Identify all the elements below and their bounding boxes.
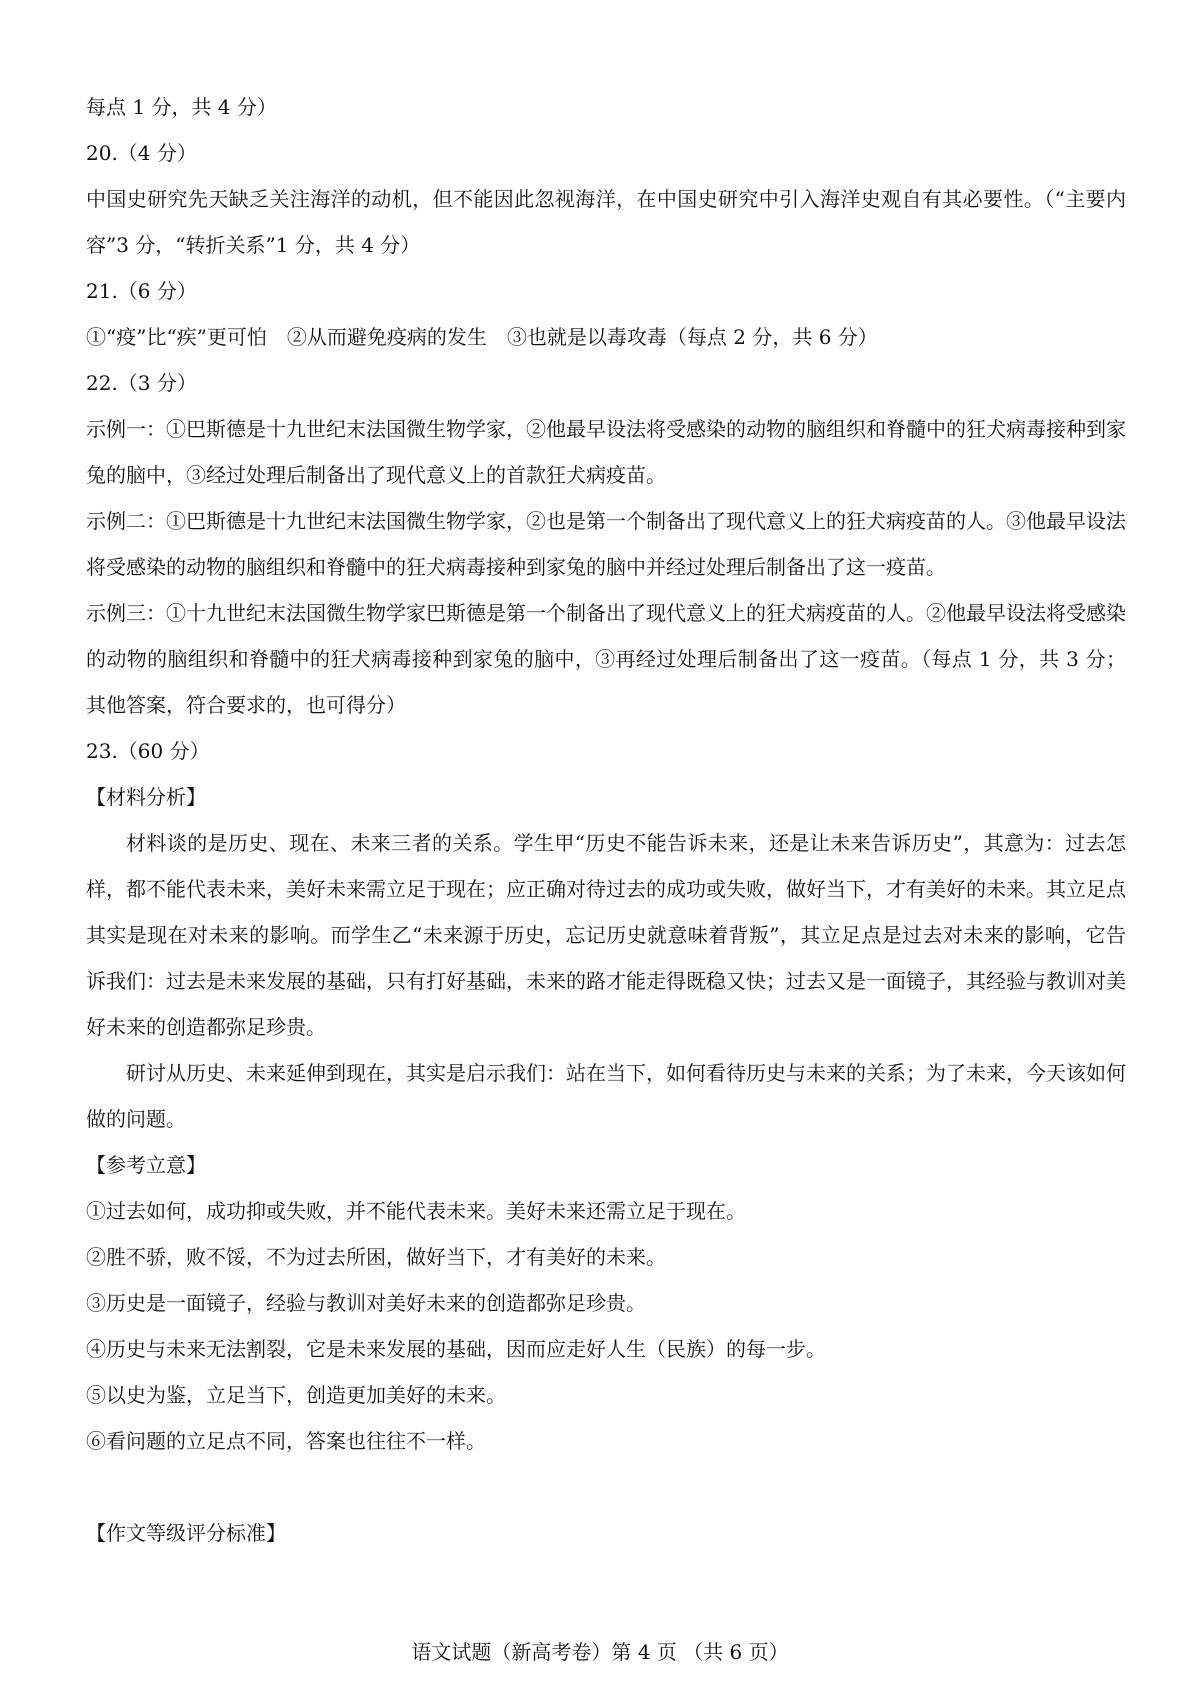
question-21-heading: 21.（6 分）: [86, 279, 197, 303]
question-22-heading: 22.（3 分）: [86, 371, 197, 395]
question-21-answer: ①“疫”比“疾”更可怕 ②从而避免疫病的发生 ③也就是以毒攻毒（每点 2 分，共 6 分）: [86, 325, 878, 349]
reference-theme-item-4: ④历史与未来无法割裂，它是未来发展的基础，因而应走好人生（民族）的每一步。: [86, 1337, 826, 1361]
reference-theme-item-1: ①过去如何，成功抑或失败，并不能代表未来。美好未来还需立足于现在。: [86, 1199, 746, 1223]
answer-continuation: 每点 1 分，共 4 分）: [86, 95, 277, 119]
material-analysis-heading: 【材料分析】: [86, 785, 206, 809]
grading-standard-heading: 【作文等级评分标准】: [86, 1521, 286, 1545]
question-22-example-1: 示例一：①巴斯德是十九世纪末法国微生物学家，②他最早设法将受感染的动物的脑组织和脊髓中的狂犬病毒接种到家兔的脑中，③经过处理后制备出了现代意义上的首款狂犬病疫苗。: [86, 417, 1126, 487]
document-page: [86, 84, 1126, 1556]
reference-theme-heading: 【参考立意】: [86, 1153, 206, 1177]
material-analysis-paragraph-1: 材料谈的是历史、现在、未来三者的关系。学生甲“历史不能告诉未来，还是让未来告诉历史”，其意为：过去怎样，都不能代表未来，美好未来需立足于现在；应正确对待过去的成功或失败，做好当下，才有美好的未来。其立足点其实是现在对未来的影响。而学生乙“未来源于历史，忘记历史就意味着背叛”，其立足点是过去对未来的影响，它告诉我们：过去是未来发展的基础，只有打好基础，未来的路才能走得既稳又快；过去又是一面镜子，其经验与教训对美好未来的创造都弥足珍贵。: [86, 831, 1126, 1039]
reference-theme-item-3: ③历史是一面镜子，经验与教训对美好未来的创造都弥足珍贵。: [86, 1291, 646, 1315]
material-analysis-paragraph-2: 研讨从历史、未来延伸到现在，其实是启示我们：站在当下，如何看待历史与未来的关系；为了未来，今天该如何做的问题。: [86, 1061, 1126, 1131]
question-20-heading: 20.（4 分）: [86, 141, 197, 165]
question-20-answer: 中国史研究先天缺乏关注海洋的动机，但不能因此忽视海洋，在中国史研究中引入海洋史观自有其必要性。（“主要内容”3 分，“转折关系”1 分，共 4 分）: [86, 187, 1126, 257]
question-23-heading: 23.（60 分）: [86, 739, 210, 763]
reference-theme-item-2: ②胜不骄，败不馁，不为过去所困，做好当下，才有美好的未来。: [86, 1245, 666, 1269]
reference-theme-item-6: ⑥看问题的立足点不同，答案也往往不一样。: [86, 1429, 486, 1453]
section-spacer: [86, 1464, 1126, 1510]
reference-theme-item-5: ⑤以史为鉴，立足当下，创造更加美好的未来。: [86, 1383, 506, 1407]
question-22-example-2: 示例二：①巴斯德是十九世纪末法国微生物学家，②也是第一个制备出了现代意义上的狂犬病疫苗的人。③他最早设法将受感染的动物的脑组织和脊髓中的狂犬病毒接种到家兔的脑中并经过处理后制备出了这一疫苗。: [86, 509, 1126, 579]
question-22-example-3: 示例三：①十九世纪末法国微生物学家巴斯德是第一个制备出了现代意义上的狂犬病疫苗的人。②他最早设法将受感染的动物的脑组织和脊髓中的狂犬病毒接种到家兔的脑中，③再经过处理后制备出了这一疫苗。（每点 1 分，共 3 分；其他答案，符合要求的，也可得分）: [86, 601, 1126, 717]
page-footer: 语文试题（新高考卷）第 4 页 （共 6 页）: [411, 1640, 789, 1664]
